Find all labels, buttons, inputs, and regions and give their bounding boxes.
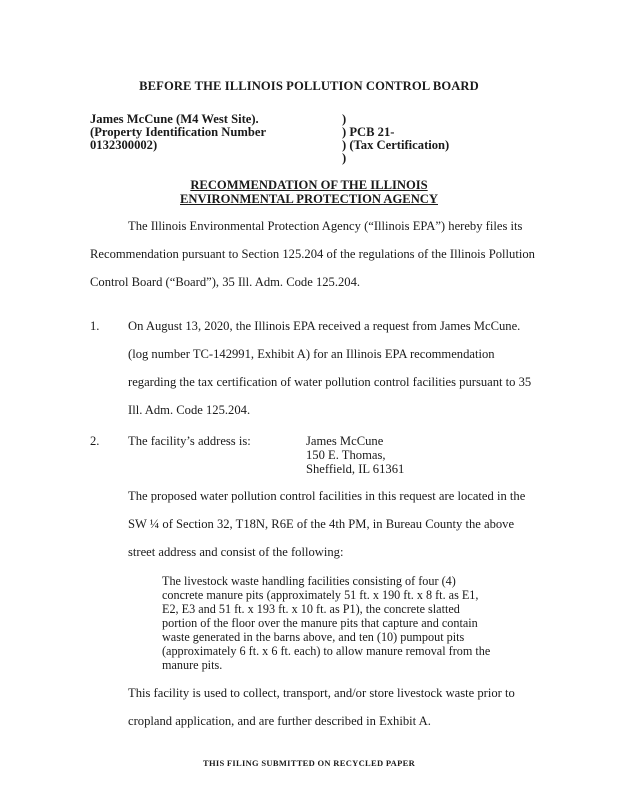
item-1-number: 1. [90,319,100,333]
facility-block-line-2: concrete manure pits (approximately 51 ft. x 190 ft. x 8 ft. as E1, [162,588,479,602]
board-title: BEFORE THE ILLINOIS POLLUTION CONTROL BOARD [139,79,479,93]
recommendation-title-line-2: ENVIRONMENTAL PROTECTION AGENCY [180,192,438,206]
caption-party-line-2: (Property Identification Number [90,125,267,139]
caption-bracket-line-4: ) [342,151,347,165]
intro-line-2: Recommendation pursuant to Section 125.204 of the regulations of the Illinois Pollution [90,247,535,261]
item-2-line-1: The proposed water pollution control facilities in this request are located in the [128,489,526,503]
facility-block-line-1: The livestock waste handling facilities consisting of four (4) [162,574,456,588]
closing-line-2: cropland application, and are further described in Exhibit A. [128,714,431,728]
address-name: James McCune [306,434,384,448]
item-1-line-2: (log number TC-142991, Exhibit A) for an Illinois EPA recommendation [128,347,495,361]
facility-block-line-3: E2, E3 and 51 ft. x 193 ft. x 10 ft. as P1), the concrete slatted [162,602,460,616]
recycled-paper-footer: THIS FILING SUBMITTED ON RECYCLED PAPER [202,758,416,768]
facility-block-line-7: manure pits. [162,658,223,672]
caption-party-line-3: 0132300002) [90,138,158,152]
caption-party-line-1: James McCune (M4 West Site). [90,112,259,126]
facility-block-line-4: portion of the floor over the manure pits that capture and contain [162,616,478,630]
caption-bracket-line-1: ) [342,112,347,126]
item-1-line-1: On August 13, 2020, the Illinois EPA received a request from James McCune. [128,319,521,333]
caption-case-type: ) (Tax Certification) [342,138,450,152]
intro-line-1: The Illinois Environmental Protection Agency (“Illinois EPA”) hereby files its [128,219,523,233]
item-1-line-4: Ill. Adm. Code 125.204. [128,403,251,417]
item-2-label: The facility’s address is: [128,434,251,448]
intro-line-3: Control Board (“Board”), 35 Ill. Adm. Code 125.204. [90,275,361,289]
facility-block-line-6: (approximately 6 ft. x 6 ft. each) to allow manure removal from the [162,644,491,658]
item-1-line-3: regarding the tax certification of water pollution control facilities pursuant to 35 [128,375,532,389]
closing-line-1: This facility is used to collect, transport, and/or store livestock waste prior to [128,686,515,700]
address-city: Sheffield, IL 61361 [306,462,405,476]
recommendation-title-line-1: RECOMMENDATION OF THE ILLINOIS [190,178,428,192]
item-2-line-2: SW ¼ of Section 32, T18N, R6E of the 4th PM, in Bureau County the above [128,517,515,531]
facility-block-line-5: waste generated in the barns above, and ten (10) pumpout pits [162,630,465,644]
caption-case-number: ) PCB 21- [342,125,395,139]
item-2-number: 2. [90,434,100,448]
address-street: 150 E. Thomas, [306,448,386,462]
item-2-line-3: street address and consist of the following: [128,545,344,559]
